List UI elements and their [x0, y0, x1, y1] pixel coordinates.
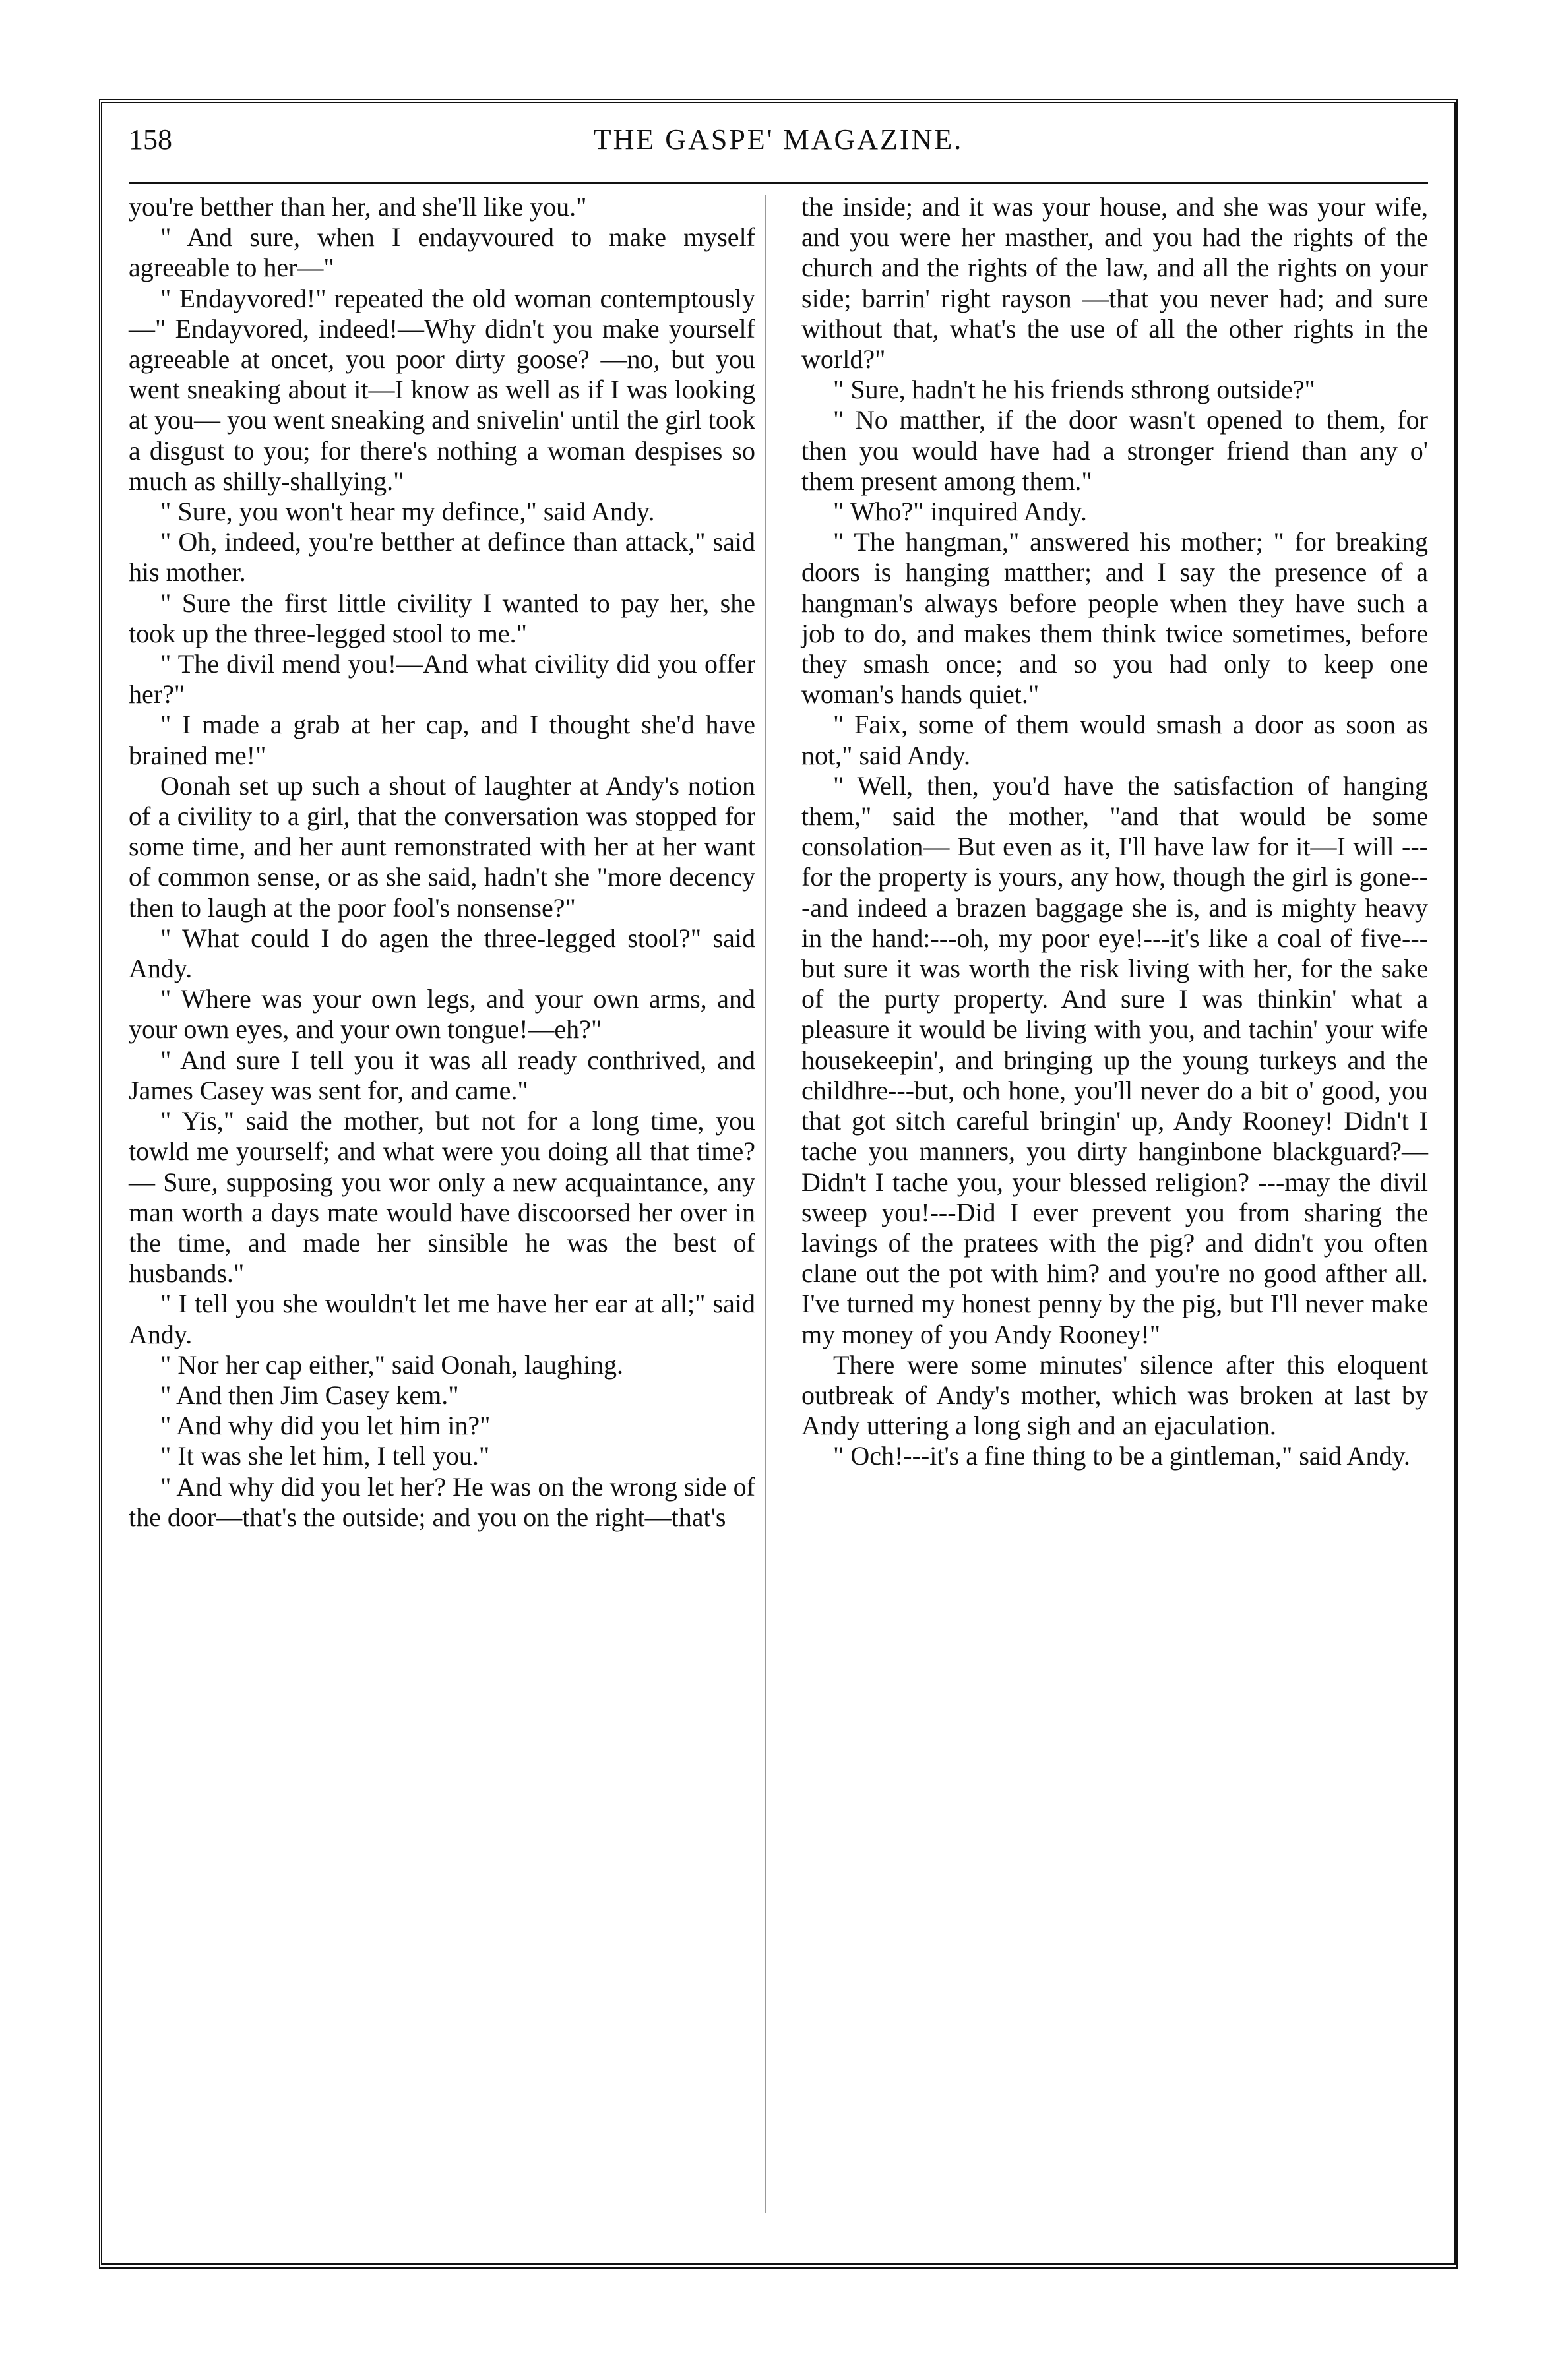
running-title: THE GASPE' MAGAZINE.: [593, 123, 964, 156]
right-column: [801, 192, 1428, 1472]
paragraph: " Where was your own legs, and your own arms, and your own eyes, and your own tongue!—eh?": [129, 984, 755, 1045]
page-header: [129, 117, 1428, 164]
paragraph: " I tell you she wouldn't let me have her ear at all;" said Andy.: [129, 1289, 755, 1349]
paragraph: " And sure, when I endayvoured to make myself agreeable to her—": [129, 222, 755, 283]
page-number: 158: [129, 123, 172, 156]
paragraph: There were some minutes' silence after this eloquent outbreak of Andy's mother, which was broken at last by Andy uttering a long sigh and an ejaculation.: [801, 1349, 1428, 1441]
paragraph: " And why did you let her? He was on the wrong side of the door—that's the outside; and you on the right—that's: [129, 1471, 755, 1532]
left-column: [129, 192, 755, 1533]
paragraph: " And sure I tell you it was all ready conthrived, and James Casey was sent for, and came.": [129, 1045, 755, 1105]
paragraph: " Endayvored!" repeated the old woman contemptously—" Endayvored, indeed!—Why didn't you make yourself agreeable at oncet, you poor dirty goose? —no, but you went sneaking about it—I know as well as if I was looking at you— you went sneaking and snivelin' until the girl took a disgust to you; for there's nothing a woman despises so much as shilly-shallying.": [129, 283, 755, 496]
paragraph: " Sure the first little civility I wanted to pay her, she took up the three-legged stool to me.": [129, 588, 755, 648]
paragraph: " Och!---it's a fine thing to be a gintleman," said Andy.: [833, 1441, 1410, 1471]
paragraph: " And then Jim Casey kem.": [160, 1380, 459, 1410]
paragraph: " The divil mend you!—And what civility did you offer her?": [129, 649, 755, 710]
paragraph: " Sure, hadn't he his friends sthrong outside?": [833, 375, 1315, 405]
paragraph: " Nor her cap either," said Oonah, laughing.: [160, 1349, 623, 1380]
paragraph: " What could I do agen the three-legged stool?" said Andy.: [129, 923, 755, 984]
paragraph: " Faix, some of them would smash a door as soon as not," said Andy.: [801, 710, 1428, 770]
paragraph: the inside; and it was your house, and she was your wife, and you were her masther, and you had the rights of the church and the rights of the law, and all the rights on your side; barrin' right rayson —that you never had; and sure without that, what's the use of all the other rights in the world?": [801, 192, 1428, 375]
paragraph: " And why did you let him in?": [160, 1411, 491, 1441]
paragraph: " The hangman," answered his mother; " for breaking doors is hanging matther; and I say the presence of a hangman's always before people when they have such a job to do, and makes them think twice sometimes, before they smash once; and so you had only to keep one woman's hands quiet.": [801, 527, 1428, 710]
paragraph: " Yis," said the mother, but not for a long time, you towld me yourself; and what were you doing all that time?— Sure, supposing you wor only a new acquaintance, any man worth a days mate would have discoorsed her over in the time, and made her sinsible he was the best of husbands.": [129, 1106, 755, 1289]
paragraph: " It was she let him, I tell you.": [160, 1441, 490, 1471]
paragraph: " Oh, indeed, you're betther at defince than attack," said his mother.: [129, 527, 755, 588]
paragraph: " Who?" inquired Andy.: [833, 497, 1087, 527]
paragraph: " Well, then, you'd have the satisfaction of hanging them," said the mother, "and that would be some consolation— But even as it, I'll have law for it—I will ---for the property is yours, any how, though the girl is gone---and indeed a brazen baggage she is, and is mighty heavy in the hand:---oh, my poor eye!---it's like a coal of five---but sure it was worth the risk living with her, for the sake of the purty property. And sure I was thinkin' what a pleasure it would be living with you, and tachin' your wife housekeepin', and bringing up the young turkeys and the childhre---but, och hone, you'll never do a bit o' good, you that got sitch careful bringin' up, Andy Rooney! Didn't I tache you manners, you dirty hanginbone blackguard?— Didn't I tache you, your blessed religion? ---may the divil sweep you!---Did I ever prevent you from sharing the lavings of the pratees with the pig? and didn't you often clane out the pot with him? and you're no good afther all. I've turned my honest penny by the pig, but I'll never make my money of you Andy Rooney!": [801, 770, 1428, 1349]
paragraph: " I made a grab at her cap, and I thought she'd have brained me!": [129, 710, 755, 770]
paragraph: " Sure, you won't hear my defince," said Andy.: [160, 497, 655, 527]
paragraph: you're betther than her, and she'll like you.": [129, 192, 587, 222]
paragraph: " No matther, if the door wasn't opened to them, for then you would have had a stronger friend than any o' them present among them.": [801, 405, 1428, 496]
column-divider: [765, 195, 766, 2213]
paragraph: Oonah set up such a shout of laughter at Andy's notion of a civility to a girl, that the conversation was stopped for some time, and her aunt remonstrated with her at her want of common sense, or as she said, hadn't she "more decency then to laugh at the poor fool's nonsense?": [129, 770, 755, 923]
header-rule: [129, 182, 1428, 184]
magazine-page: [99, 99, 1458, 2269]
